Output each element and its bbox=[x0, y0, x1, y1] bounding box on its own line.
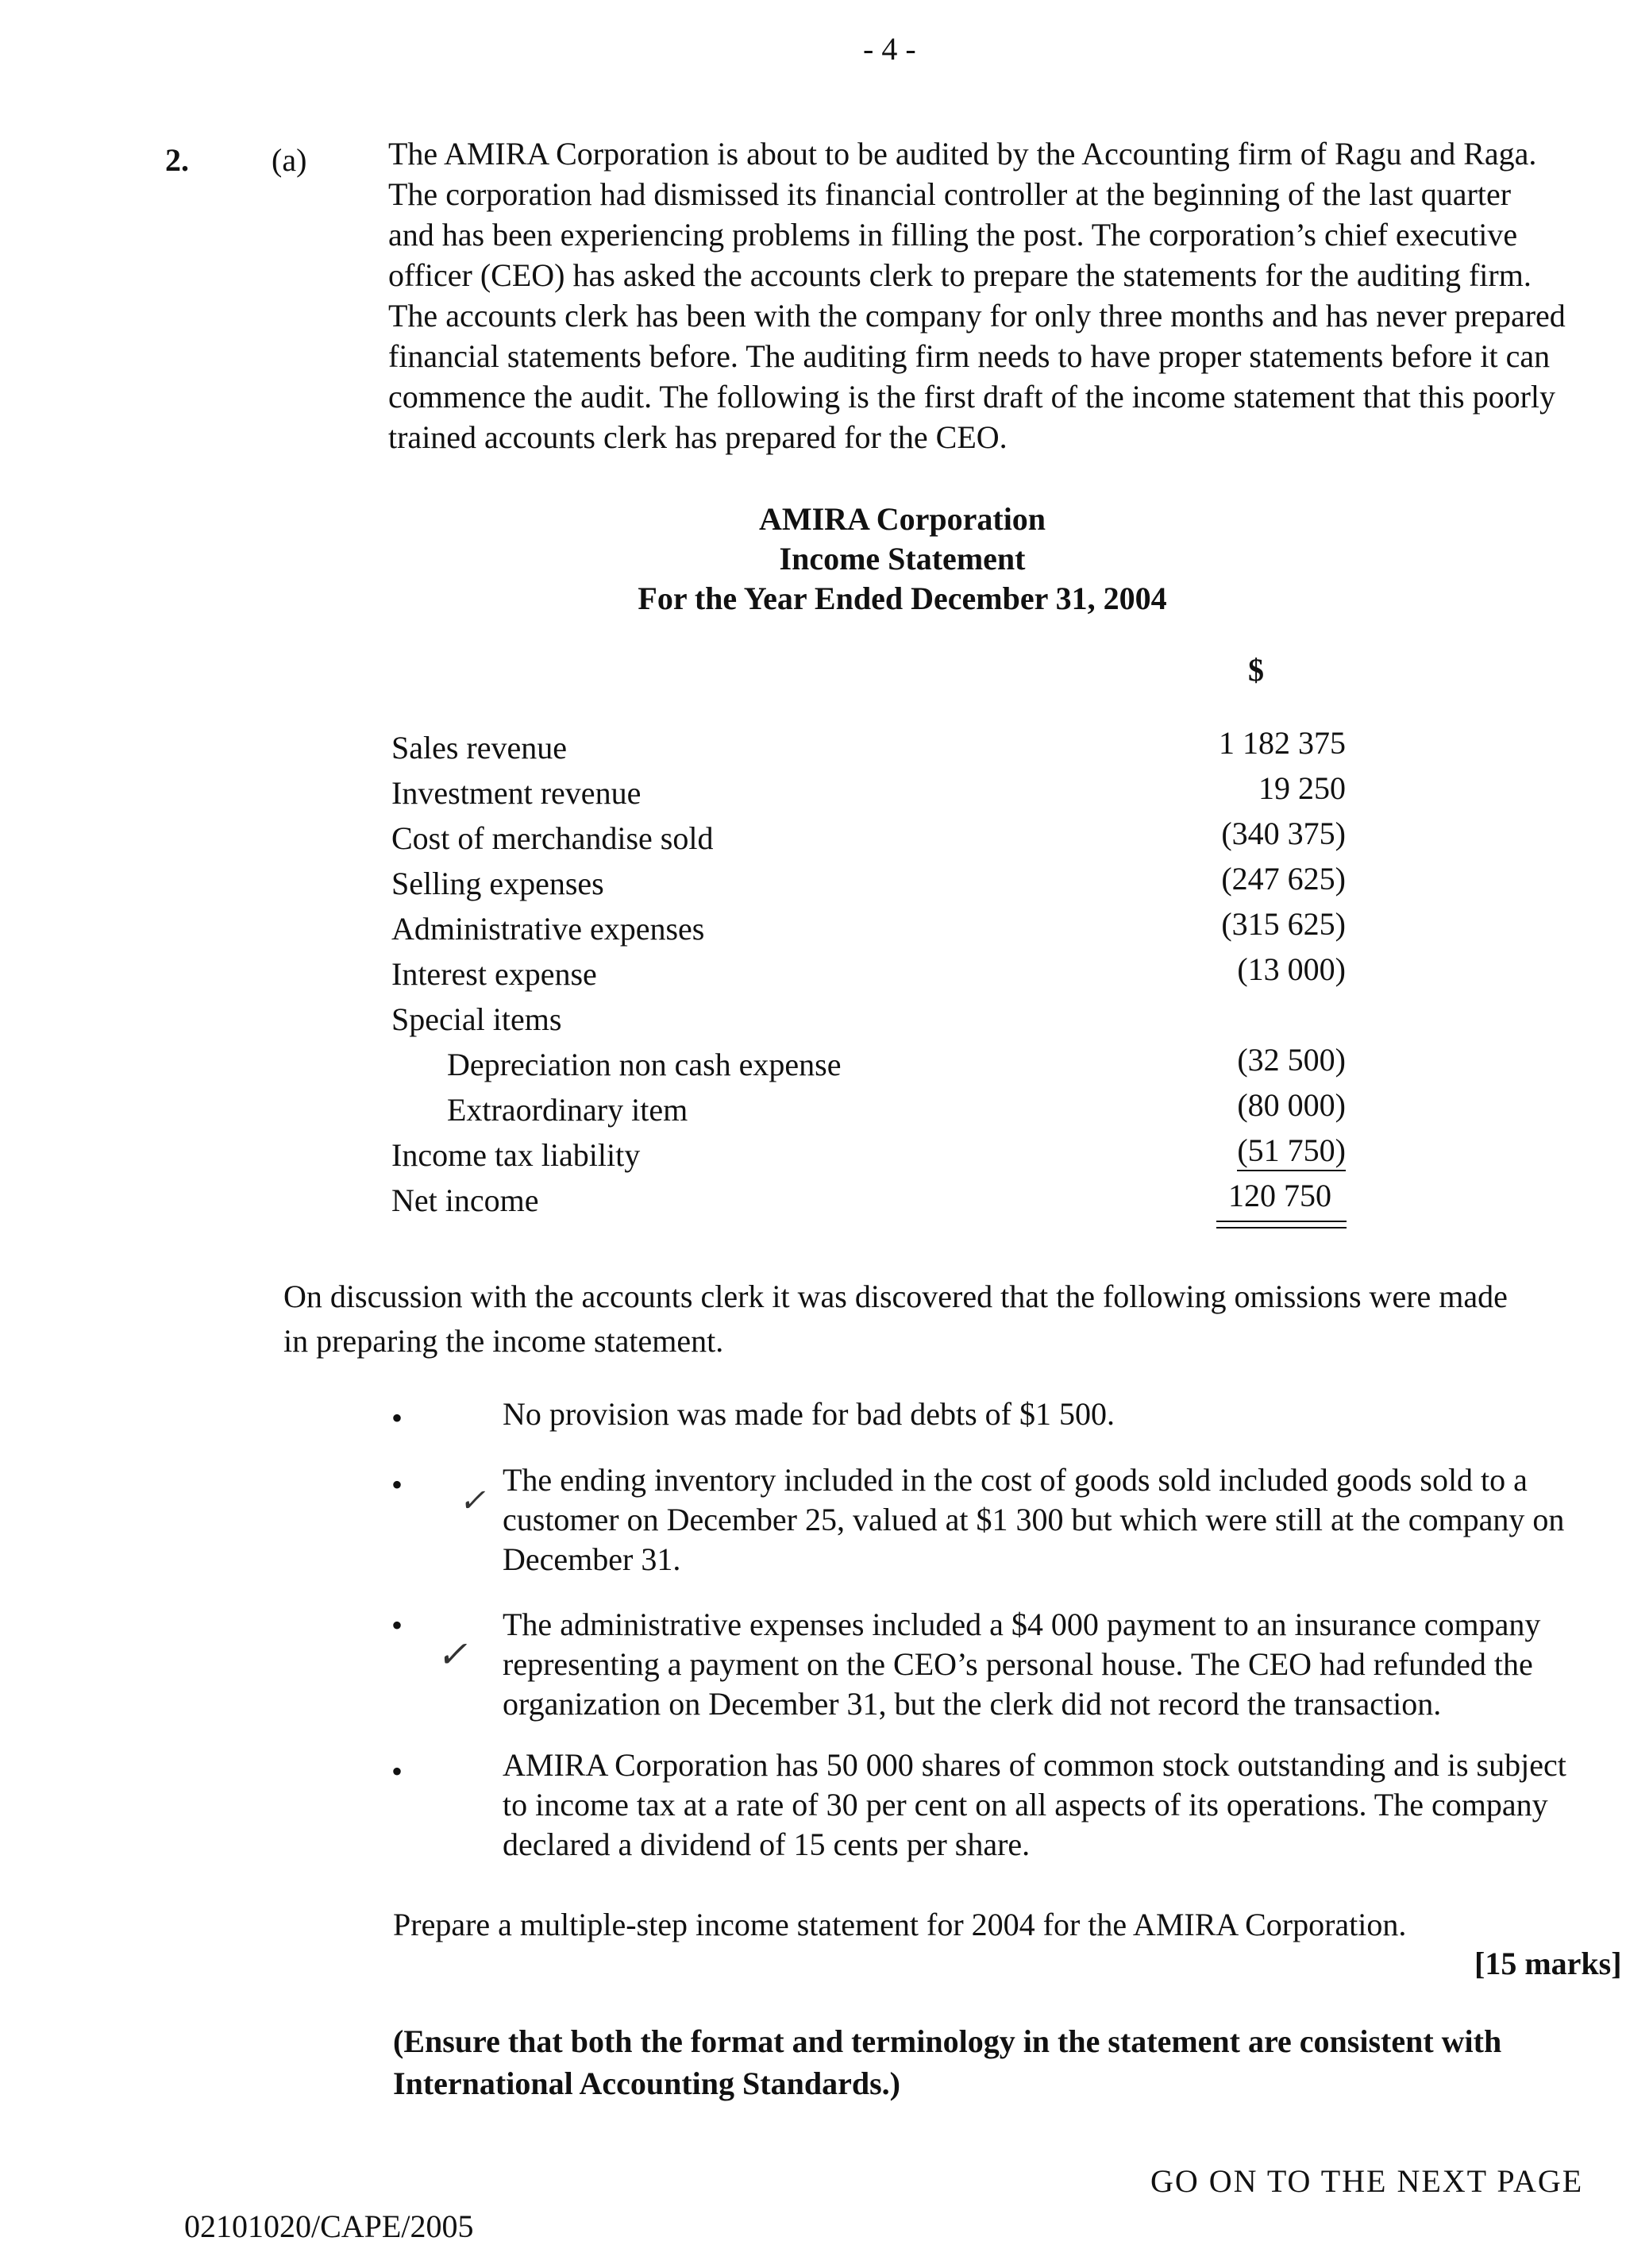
row-value-interest-expense: (13 000) bbox=[1237, 951, 1346, 987]
paragraph-line: The AMIRA Corporation is about to be audited by the Accounting firm of Ragu and Raga. bbox=[388, 136, 1537, 172]
marks-allocation: [15 marks] bbox=[1474, 1946, 1622, 1981]
paragraph-line: and has been experiencing problems in filling the post. The corporation’s chief executive bbox=[388, 217, 1518, 253]
row-label-extraordinary-item: Extraordinary item bbox=[447, 1092, 688, 1128]
bullet-item bbox=[503, 1460, 1564, 1580]
discussion-line: in preparing the income statement. bbox=[283, 1323, 724, 1359]
net-income-double-underline bbox=[1216, 1221, 1347, 1228]
row-value-sales-revenue: 1 182 375 bbox=[1219, 725, 1346, 761]
statement-period: For the Year Ended December 31, 2004 bbox=[638, 580, 1167, 616]
bullet-line: customer on December 25, valued at $1 300 but which were still at the company on bbox=[503, 1502, 1565, 1537]
paragraph-line: officer (CEO) has asked the accounts clerk to prepare the statements for the auditing firm. bbox=[388, 257, 1532, 293]
question-number: 2. bbox=[165, 142, 189, 178]
paragraph-line: commence the audit. The following is the first draft of the income statement that this poorly bbox=[388, 379, 1555, 415]
bullet-item bbox=[503, 1394, 1115, 1434]
row-label-interest-expense: Interest expense bbox=[391, 956, 597, 992]
paper-code-footer: 02101020/CAPE/2005 bbox=[184, 2208, 474, 2244]
bullet-line: The administrative expenses included a $4 000 payment to an insurance company bbox=[503, 1606, 1541, 1642]
bullet-line: declared a dividend of 15 cents per share. bbox=[503, 1826, 1031, 1862]
page-number: - 4 - bbox=[863, 31, 916, 67]
handwritten-check-icon: ✓ bbox=[437, 1634, 468, 1675]
standards-note bbox=[393, 2020, 1501, 2104]
bullet-item bbox=[503, 1745, 1566, 1865]
note-line: (Ensure that both the format and terminology in the statement are consistent with bbox=[393, 2023, 1502, 2059]
row-label-investment-revenue: Investment revenue bbox=[391, 775, 642, 811]
handwritten-check-icon: ✓ bbox=[459, 1483, 486, 1518]
row-value-extraordinary-item: (80 000) bbox=[1237, 1087, 1346, 1123]
discussion-line: On discussion with the accounts clerk it was discovered that the following omissions were made bbox=[283, 1279, 1508, 1314]
row-value-selling-expenses: (247 625) bbox=[1221, 861, 1346, 897]
statement-company: AMIRA Corporation bbox=[758, 501, 1046, 537]
bullet-marker: • bbox=[391, 1400, 403, 1436]
paragraph-line: The corporation had dismissed its financial controller at the beginning of the last quarter bbox=[388, 176, 1512, 212]
question-paragraph bbox=[388, 133, 1626, 457]
row-label-special-items: Special items bbox=[391, 1001, 562, 1037]
row-label-depreciation: Depreciation non cash expense bbox=[447, 1047, 842, 1082]
note-line: International Accounting Standards.) bbox=[393, 2066, 900, 2101]
next-page-footer: GO ON TO THE NEXT PAGE bbox=[1150, 2163, 1584, 2199]
row-label-income-tax: Income tax liability bbox=[391, 1137, 641, 1173]
bullet-marker: • bbox=[391, 1607, 403, 1643]
row-label-cost-of-merchandise: Cost of merchandise sold bbox=[391, 820, 714, 856]
row-value-net-income: 120 750 bbox=[1228, 1178, 1331, 1213]
question-part: (a) bbox=[272, 142, 307, 178]
row-value-cost-of-merchandise: (340 375) bbox=[1221, 816, 1346, 851]
row-label-selling-expenses: Selling expenses bbox=[391, 866, 604, 901]
discussion-paragraph bbox=[283, 1275, 1508, 1364]
row-value-investment-revenue: 19 250 bbox=[1258, 770, 1346, 806]
bullet-line: to income tax at a rate of 30 per cent on all aspects of its operations. The company bbox=[503, 1787, 1548, 1822]
bullet-item bbox=[503, 1605, 1540, 1724]
bullet-line: No provision was made for bad debts of $1 500. bbox=[503, 1396, 1115, 1432]
currency-header: $ bbox=[1248, 652, 1264, 688]
bullet-line: December 31. bbox=[503, 1541, 681, 1577]
row-value-depreciation: (32 500) bbox=[1237, 1042, 1346, 1078]
bullet-line: The ending inventory included in the cost of goods sold included goods sold to a bbox=[503, 1462, 1528, 1498]
statement-title: Income Statement bbox=[779, 541, 1026, 577]
income-tax-value: (51 750) bbox=[1237, 1132, 1346, 1171]
row-label-administrative-expenses: Administrative expenses bbox=[391, 911, 705, 947]
bullet-line: representing a payment on the CEO’s personal house. The CEO had refunded the bbox=[503, 1646, 1533, 1682]
paragraph-line: The accounts clerk has been with the company for only three months and has never prepared bbox=[388, 298, 1566, 334]
row-value-administrative-expenses: (315 625) bbox=[1221, 906, 1346, 942]
paragraph-line: trained accounts clerk has prepared for the CEO. bbox=[388, 419, 1008, 455]
bullet-line: AMIRA Corporation has 50 000 shares of common stock outstanding and is subject bbox=[503, 1747, 1566, 1783]
paragraph-line: financial statements before. The auditing firm needs to have proper statements before it can bbox=[388, 338, 1551, 374]
bullet-marker: • bbox=[391, 1467, 403, 1502]
instruction-text: Prepare a multiple-step income statement for 2004 for the AMIRA Corporation. bbox=[393, 1907, 1407, 1942]
row-value-income-tax bbox=[1108, 1132, 1346, 1169]
bullet-line: organization on December 31, but the clerk did not record the transaction. bbox=[503, 1686, 1442, 1722]
row-label-net-income: Net income bbox=[391, 1182, 539, 1218]
bullet-marker: • bbox=[391, 1753, 403, 1789]
row-label-sales-revenue: Sales revenue bbox=[391, 730, 568, 766]
